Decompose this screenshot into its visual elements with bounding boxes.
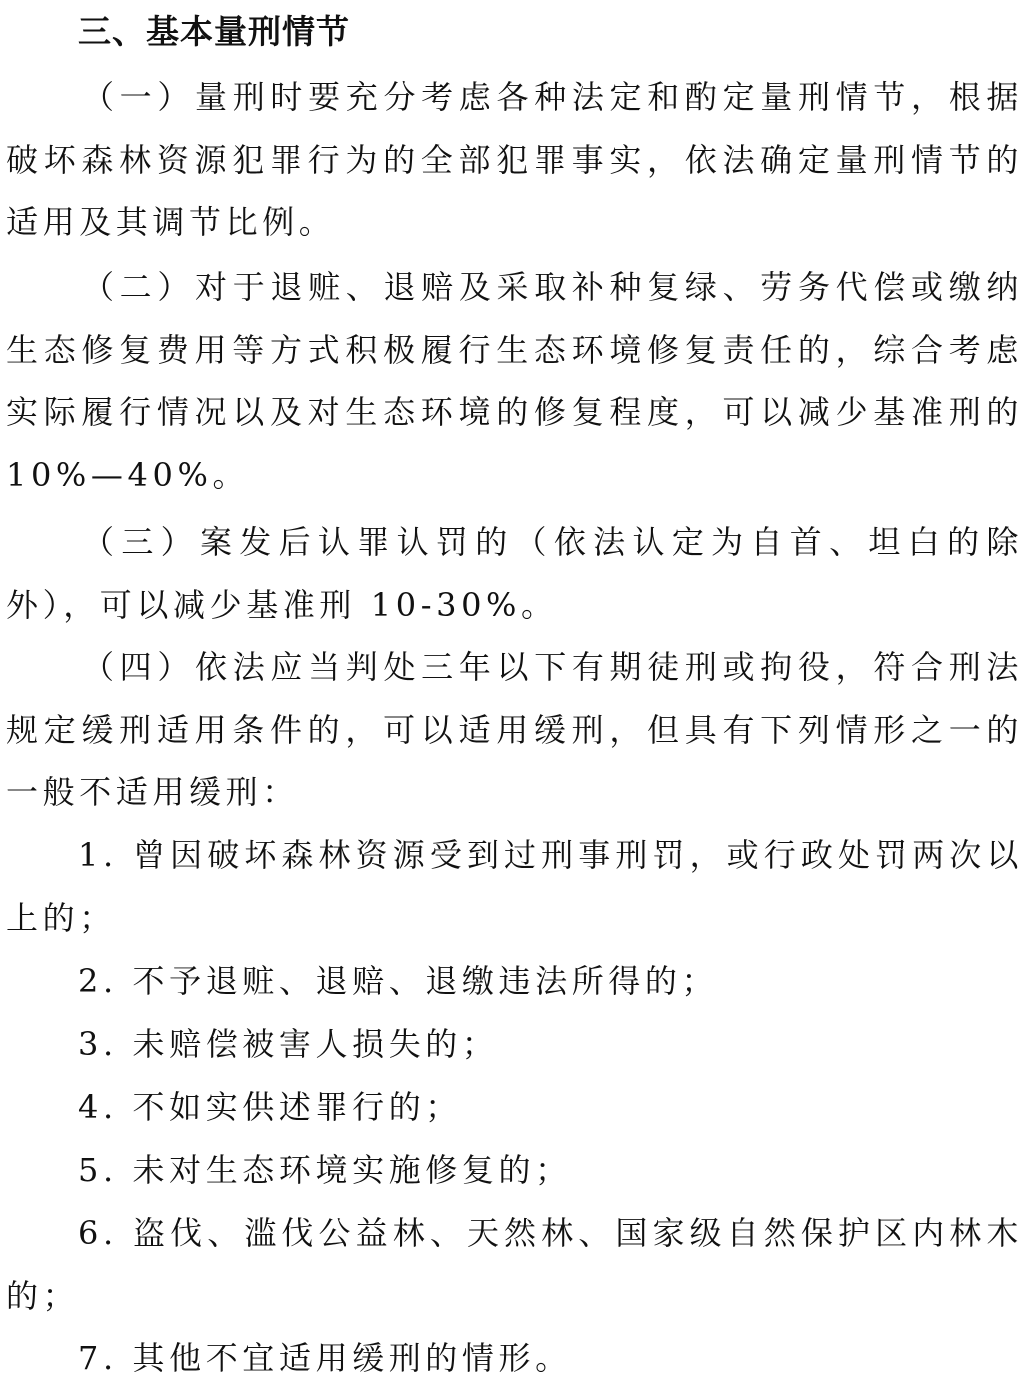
list-item-3: 3. 未赔偿被害人损失的； <box>78 1025 499 1063</box>
paragraph-2: （二）对于退赃、退赔及采取补种复绿、劳务代偿或缴纳生态修复费用等方式积极履行生态环境修复责任的，综合考虑实际履行情况以及对生态环境的修复程度，可以减少基准刑的10%—40%。 <box>6 268 1023 494</box>
list-item-5: 5. 未对生态环境实施修复的； <box>78 1151 572 1189</box>
list-item-2: 2. 不予退赃、退赔、退缴违法所得的； <box>78 962 719 1000</box>
list-item-4: 4. 不如实供述罪行的； <box>78 1088 462 1126</box>
list-item-6: 6. 盗伐、滥伐公益林、天然林、国家级自然保护区内林木的； <box>6 1214 1023 1315</box>
paragraph-4: （四）依法应当判处三年以下有期徒刑或拘役，符合刑法规定缓刑适用条件的，可以适用缓刑，但具有下列情形之一的一般不适用缓刑： <box>6 648 1023 811</box>
section-heading: 三、基本量刑情节 <box>78 12 350 51</box>
list-item-1: 1. 曾因破坏森林资源受到过刑事刑罚，或行政处罚两次以上的； <box>6 836 1023 937</box>
paragraph-3: （三）案发后认罪认罚的（依法认定为自首、坦白的除外），可以减少基准刑 10-30%。 <box>6 523 1023 624</box>
list-item-7: 7. 其他不宜适用缓刑的情形。 <box>78 1339 572 1377</box>
paragraph-1: （一）量刑时要充分考虑各种法定和酌定量刑情节，根据破坏森林资源犯罪行为的全部犯罪事实，依法确定量刑情节的适用及其调节比例。 <box>6 78 1023 241</box>
